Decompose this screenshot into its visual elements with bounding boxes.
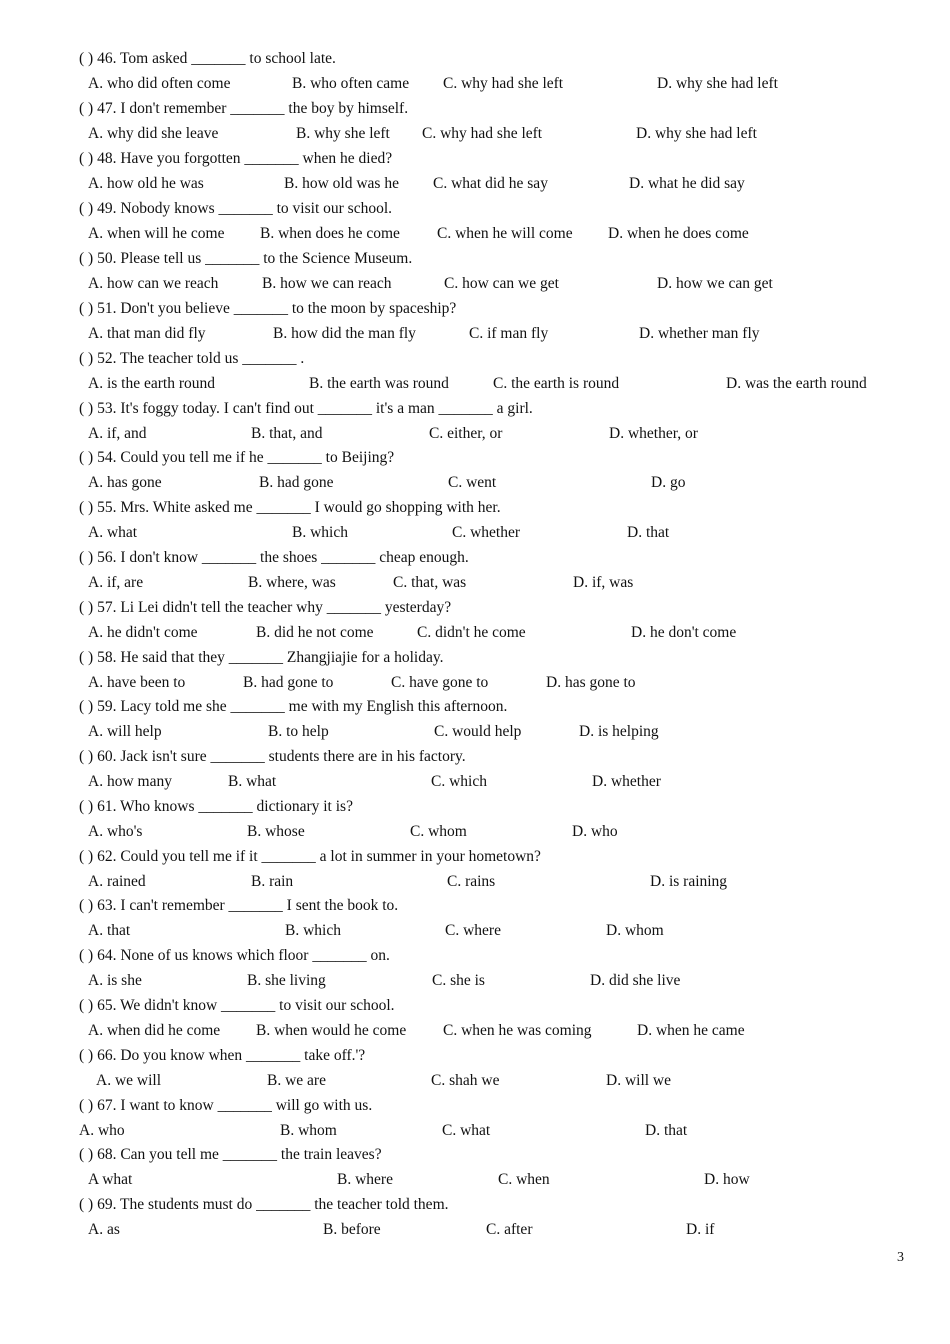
question-66-options	[0, 1070, 950, 1092]
question-63-options	[0, 920, 950, 942]
option-b[interactable]: B. had gone	[259, 474, 334, 491]
option-a[interactable]: A. who did often come	[88, 75, 231, 92]
option-c[interactable]: C. shah we	[431, 1072, 500, 1089]
option-c[interactable]: C. how can we get	[444, 275, 559, 292]
question-59	[0, 696, 950, 718]
option-c[interactable]: C. why had she left	[422, 125, 543, 142]
option-d[interactable]: D. whether	[592, 773, 661, 790]
question-47-options	[0, 123, 950, 145]
option-b[interactable]: B. she living	[247, 972, 326, 989]
option-a[interactable]: A. how can we reach	[88, 275, 219, 292]
option-b[interactable]: B. before	[323, 1221, 381, 1238]
option-d[interactable]: D. was the earth round	[726, 375, 867, 392]
question-text: ( ) 50. Please tell us _______ to the Science Museum.	[79, 250, 413, 267]
option-c[interactable]: C. have gone to	[391, 674, 489, 691]
option-a[interactable]: A. if, are	[88, 574, 144, 591]
option-c[interactable]: C. rains	[447, 873, 496, 890]
option-a[interactable]: A. if, and	[88, 425, 147, 442]
option-d[interactable]: D. whether man fly	[639, 325, 760, 342]
option-b[interactable]: B. the earth was round	[309, 375, 449, 392]
question-60-options	[0, 771, 950, 793]
question-text: ( ) 46. Tom asked _______ to school late.	[79, 50, 336, 67]
question-text: ( ) 58. He said that they _______ Zhangjiajie for a holiday.	[79, 649, 444, 666]
option-c[interactable]: C. the earth is round	[493, 375, 620, 392]
option-d[interactable]: D. what he did say	[629, 175, 745, 192]
question-56	[0, 547, 950, 569]
option-c[interactable]: C. after	[486, 1221, 533, 1238]
option-d[interactable]: D. did she live	[590, 972, 681, 989]
question-text: ( ) 55. Mrs. White asked me _______ I would go shopping with her.	[79, 499, 501, 516]
option-a[interactable]: A. why did she leave	[88, 125, 219, 142]
option-c[interactable]: C. which	[431, 773, 487, 790]
question-64	[0, 945, 950, 967]
option-b[interactable]: B. which	[285, 922, 341, 939]
option-b[interactable]: B. whose	[247, 823, 305, 840]
option-c[interactable]: C. when he will come	[437, 225, 573, 242]
option-c[interactable]: C. didn't he come	[417, 624, 526, 641]
question-text: ( ) 52. The teacher told us _______ .	[79, 350, 305, 367]
option-b[interactable]: B. how we can reach	[262, 275, 392, 292]
option-b[interactable]: B. where, was	[248, 574, 336, 591]
option-c[interactable]: C. she is	[432, 972, 485, 989]
option-b[interactable]: B. who often came	[292, 75, 410, 92]
question-text: ( ) 57. Li Lei didn't tell the teacher why _______ yesterday?	[79, 599, 452, 616]
option-d[interactable]: D. whether, or	[609, 425, 698, 442]
question-59-options	[0, 721, 950, 743]
question-61-options	[0, 821, 950, 843]
option-a[interactable]: A. is the earth round	[88, 375, 215, 392]
option-b[interactable]: B. when would he come	[256, 1022, 407, 1039]
question-48-options	[0, 173, 950, 195]
question-66	[0, 1045, 950, 1067]
question-63	[0, 895, 950, 917]
option-d[interactable]: D. go	[651, 474, 686, 491]
option-a[interactable]: A. what	[88, 524, 138, 541]
option-b[interactable]: B. did he not come	[256, 624, 374, 641]
option-d[interactable]: D. if, was	[573, 574, 634, 591]
question-46	[0, 48, 950, 70]
option-c[interactable]: C. what	[442, 1122, 491, 1139]
option-a[interactable]: A. rained	[88, 873, 146, 890]
question-text: ( ) 61. Who knows _______ dictionary it is?	[79, 798, 353, 815]
option-a[interactable]: A. as	[88, 1221, 120, 1238]
option-c[interactable]: C. why had she left	[443, 75, 564, 92]
option-d[interactable]: D. if	[686, 1221, 715, 1238]
option-c[interactable]: C. whom	[410, 823, 467, 840]
question-69	[0, 1194, 950, 1216]
question-49	[0, 198, 950, 220]
question-text: ( ) 62. Could you tell me if it _______ a lot in summer in your hometown?	[79, 848, 541, 865]
option-d[interactable]: D. why she had left	[657, 75, 778, 92]
option-c[interactable]: C. that, was	[393, 574, 467, 591]
option-a[interactable]: A. that man did fly	[88, 325, 206, 342]
question-62-options	[0, 871, 950, 893]
option-a[interactable]: A. we will	[96, 1072, 162, 1089]
option-c[interactable]: C. whether	[452, 524, 521, 541]
question-58	[0, 647, 950, 669]
question-57-options	[0, 622, 950, 644]
option-d[interactable]: D. how	[704, 1171, 750, 1188]
question-67-options	[0, 1120, 950, 1142]
option-d[interactable]: D. will we	[606, 1072, 672, 1089]
question-text: ( ) 54. Could you tell me if he _______ to Beijing?	[79, 449, 395, 466]
question-53	[0, 398, 950, 420]
question-52-options	[0, 373, 950, 395]
option-a[interactable]: A. when did he come	[88, 1022, 221, 1039]
option-d[interactable]: D. when he does come	[608, 225, 749, 242]
question-text: ( ) 63. I can't remember _______ I sent the book to.	[79, 897, 399, 914]
question-68	[0, 1144, 950, 1166]
option-a[interactable]: A. is she	[88, 972, 142, 989]
question-text: ( ) 48. Have you forgotten _______ when he died?	[79, 150, 393, 167]
option-a[interactable]: A. who	[79, 1122, 125, 1139]
option-b[interactable]: B. that, and	[251, 425, 323, 442]
question-57	[0, 597, 950, 619]
option-c[interactable]: C. went	[448, 474, 497, 491]
option-a[interactable]: A. who's	[88, 823, 143, 840]
question-50-options	[0, 273, 950, 295]
question-67	[0, 1095, 950, 1117]
question-text: ( ) 51. Don't you believe _______ to the moon by spaceship?	[79, 300, 457, 317]
question-69-options	[0, 1219, 950, 1241]
option-c[interactable]: C. where	[445, 922, 501, 939]
question-54-options	[0, 472, 950, 494]
option-b[interactable]: B. rain	[251, 873, 294, 890]
option-c[interactable]: C. if man fly	[469, 325, 549, 342]
option-b[interactable]: B. which	[292, 524, 348, 541]
question-58-options	[0, 672, 950, 694]
option-b[interactable]: B. how old was he	[284, 175, 399, 192]
question-text: ( ) 67. I want to know _______ will go with us.	[79, 1097, 373, 1114]
option-b[interactable]: B. how did the man fly	[273, 325, 416, 342]
question-text: ( ) 65. We didn't know _______ to visit our school.	[79, 997, 395, 1014]
option-d[interactable]: D. is raining	[650, 873, 728, 890]
question-49-options	[0, 223, 950, 245]
option-d[interactable]: D. he don't come	[631, 624, 737, 641]
option-a[interactable]: A. how many	[88, 773, 172, 790]
option-c[interactable]: C. either, or	[429, 425, 503, 442]
option-c[interactable]: C. when	[498, 1171, 550, 1188]
question-text: ( ) 56. I don't know _______ the shoes _______ cheap enough.	[79, 549, 469, 566]
option-a[interactable]: A. how old he was	[88, 175, 204, 192]
question-55	[0, 497, 950, 519]
question-text: ( ) 53. It's foggy today. I can't find out _______ it's a man _______ a girl.	[79, 400, 533, 417]
question-65	[0, 995, 950, 1017]
question-60	[0, 746, 950, 768]
question-68-options	[0, 1169, 950, 1191]
option-a[interactable]: A. he didn't come	[88, 624, 198, 641]
option-c[interactable]: C. would help	[434, 723, 522, 740]
option-a[interactable]: A. that	[88, 922, 131, 939]
option-c[interactable]: C. what did he say	[433, 175, 548, 192]
option-b[interactable]: B. to help	[268, 723, 329, 740]
option-d[interactable]: D. that	[627, 524, 670, 541]
question-51	[0, 298, 950, 320]
option-a[interactable]: A. have been to	[88, 674, 186, 691]
question-text: ( ) 49. Nobody knows _______ to visit our school.	[79, 200, 393, 217]
option-d[interactable]: D. who	[572, 823, 618, 840]
question-text: ( ) 69. The students must do _______ the teacher told them.	[79, 1196, 449, 1213]
question-51-options	[0, 323, 950, 345]
question-46-options	[0, 73, 950, 95]
option-d[interactable]: D. how we can get	[657, 275, 773, 292]
question-61	[0, 796, 950, 818]
option-a[interactable]: A. when will he come	[88, 225, 225, 242]
option-b[interactable]: B. what	[228, 773, 277, 790]
option-b[interactable]: B. where	[337, 1171, 393, 1188]
option-b[interactable]: B. we are	[267, 1072, 326, 1089]
question-65-options	[0, 1020, 950, 1042]
option-b[interactable]: B. when does he come	[260, 225, 400, 242]
option-d[interactable]: D. is helping	[579, 723, 659, 740]
option-b[interactable]: B. had gone to	[243, 674, 334, 691]
option-b[interactable]: B. why she left	[296, 125, 390, 142]
option-a[interactable]: A. will help	[88, 723, 162, 740]
option-c[interactable]: C. when he was coming	[443, 1022, 592, 1039]
option-d[interactable]: D. when he came	[637, 1022, 745, 1039]
question-text: ( ) 59. Lacy told me she _______ me with my English this afternoon.	[79, 698, 508, 715]
question-48	[0, 148, 950, 170]
question-55-options	[0, 522, 950, 544]
question-54	[0, 447, 950, 469]
option-d[interactable]: D. whom	[606, 922, 664, 939]
option-d[interactable]: D. why she had left	[636, 125, 757, 142]
question-text: ( ) 47. I don't remember _______ the boy by himself.	[79, 100, 409, 117]
question-text: ( ) 66. Do you know when _______ take off.'?	[79, 1047, 366, 1064]
option-a[interactable]: A. has gone	[88, 474, 162, 491]
question-56-options	[0, 572, 950, 594]
question-50	[0, 248, 950, 270]
option-d[interactable]: D. has gone to	[546, 674, 636, 691]
question-text: ( ) 68. Can you tell me _______ the train leaves?	[79, 1146, 382, 1163]
page-number: 3	[897, 1250, 904, 1265]
option-b[interactable]: B. whom	[280, 1122, 337, 1139]
question-64-options	[0, 970, 950, 992]
question-47	[0, 98, 950, 120]
question-62	[0, 846, 950, 868]
question-text: ( ) 64. None of us knows which floor _______ on.	[79, 947, 390, 964]
question-text: ( ) 60. Jack isn't sure _______ students there are in his factory.	[79, 748, 466, 765]
question-52	[0, 348, 950, 370]
option-a[interactable]: A what	[88, 1171, 133, 1188]
question-53-options	[0, 423, 950, 445]
option-d[interactable]: D. that	[645, 1122, 688, 1139]
